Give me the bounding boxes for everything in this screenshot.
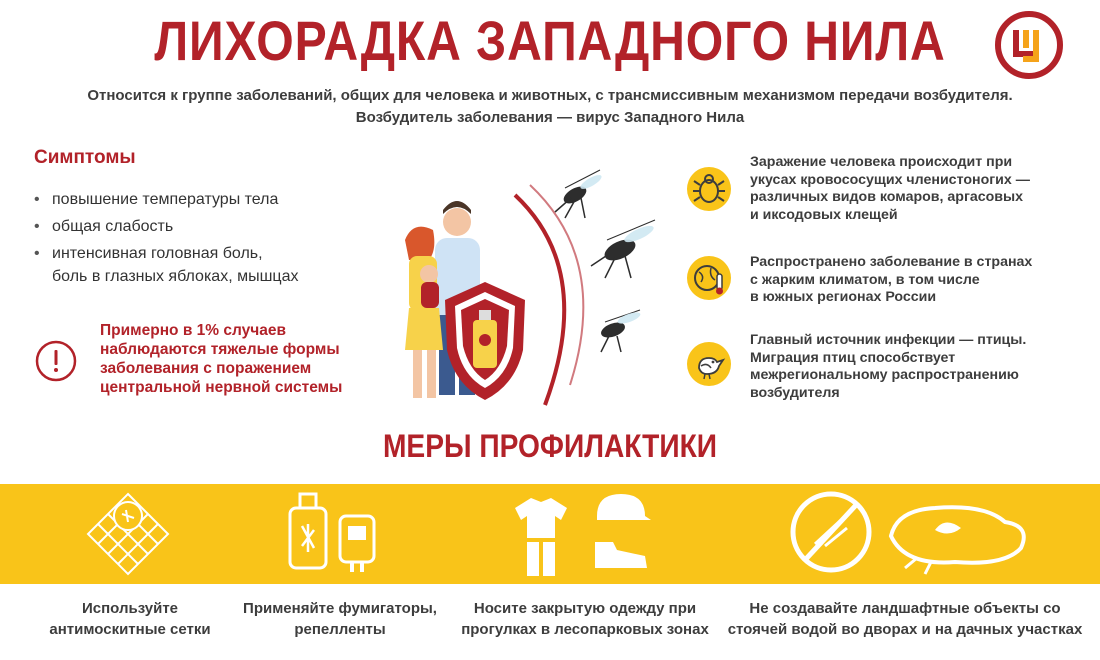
caption-line: Используйте <box>81 600 179 617</box>
logo-icon <box>994 10 1064 80</box>
prevention-caption-clothing <box>455 598 715 640</box>
info-line: в южных регионах России <box>750 289 937 305</box>
info-line: укусах кровососущих членистоногих — <box>750 171 1030 188</box>
caption-line: прогулках в лесопарковых зонах <box>461 621 709 638</box>
subtitle-line: Возбудитель заболевания — вирус Западного Нила <box>355 109 745 126</box>
info-text-transmission <box>750 154 1030 224</box>
caption-line: репелленты <box>294 621 386 638</box>
caption-line: Не создавайте ландшафтные объекты со <box>749 600 1061 617</box>
info-line: и иксодовых клещей <box>750 206 898 223</box>
subtitle-line: Относится к группе заболеваний, общих для человека и животных, с трансмиссивным механизмом передачи возбудителя. <box>87 87 1013 104</box>
prevention-caption-nets <box>30 598 230 640</box>
fumigator-icon <box>280 486 390 582</box>
family-shield-illustration <box>395 150 675 410</box>
exclamation-icon <box>34 339 78 383</box>
info-text-climate <box>750 254 1032 307</box>
bird-icon <box>685 340 733 388</box>
warning-line: центральной нервной системы <box>100 379 343 396</box>
prevention-caption-repellents <box>230 598 450 640</box>
closed-clothing-icon <box>505 486 655 582</box>
caption-line: Носите закрытую одежду при <box>473 600 697 617</box>
no-standing-water-icon <box>785 486 1045 582</box>
page-subtitle <box>20 85 1080 129</box>
info-line: Миграция птиц способствует <box>750 349 956 366</box>
warning-line: заболевания с поражением <box>100 360 312 377</box>
hot-climate-icon <box>685 254 733 302</box>
info-line: различных видов комаров, аргасовых <box>750 189 1024 205</box>
info-text-birds <box>750 332 1026 402</box>
warning-line: наблюдаются тяжелые формы <box>100 341 340 358</box>
info-line: межрегиональному распространению <box>750 367 1019 383</box>
symptom-item: • общая слабость <box>30 215 299 238</box>
symptoms-heading: Симптомы <box>34 147 136 168</box>
symptom-item: • интенсивная головная боль, <box>30 242 299 265</box>
info-line: с жарким климатом, в том числе <box>750 271 980 288</box>
caption-line: антимоскитные сетки <box>49 621 211 638</box>
caption-line: стоячей водой во дворах и на дачных участках <box>727 621 1083 638</box>
symptom-item-continuation: боль в глазных яблоках, мышцах <box>52 268 299 285</box>
mosquito-net-icon <box>80 486 176 582</box>
warning-line: Примерно в 1% случаев <box>100 322 287 339</box>
page-title: ЛИХОРАДКА ЗАПАДНОГО НИЛА <box>154 9 946 72</box>
info-line: возбудителя <box>750 384 840 401</box>
caption-line: Применяйте фумигаторы, <box>243 600 437 617</box>
symptom-item: • повышение температуры тела <box>30 188 299 211</box>
info-line: Заражение человека происходит при <box>750 154 1013 170</box>
symptoms-list <box>30 188 299 292</box>
prevention-caption-water <box>720 598 1090 640</box>
tick-icon <box>685 165 733 213</box>
info-line: Распространено заболевание в странах <box>750 254 1033 270</box>
warning-text <box>100 321 370 397</box>
info-line: Главный источник инфекции — птицы. <box>750 332 1027 348</box>
prevention-heading: МЕРЫ ПРОФИЛАКТИКИ <box>382 428 718 464</box>
